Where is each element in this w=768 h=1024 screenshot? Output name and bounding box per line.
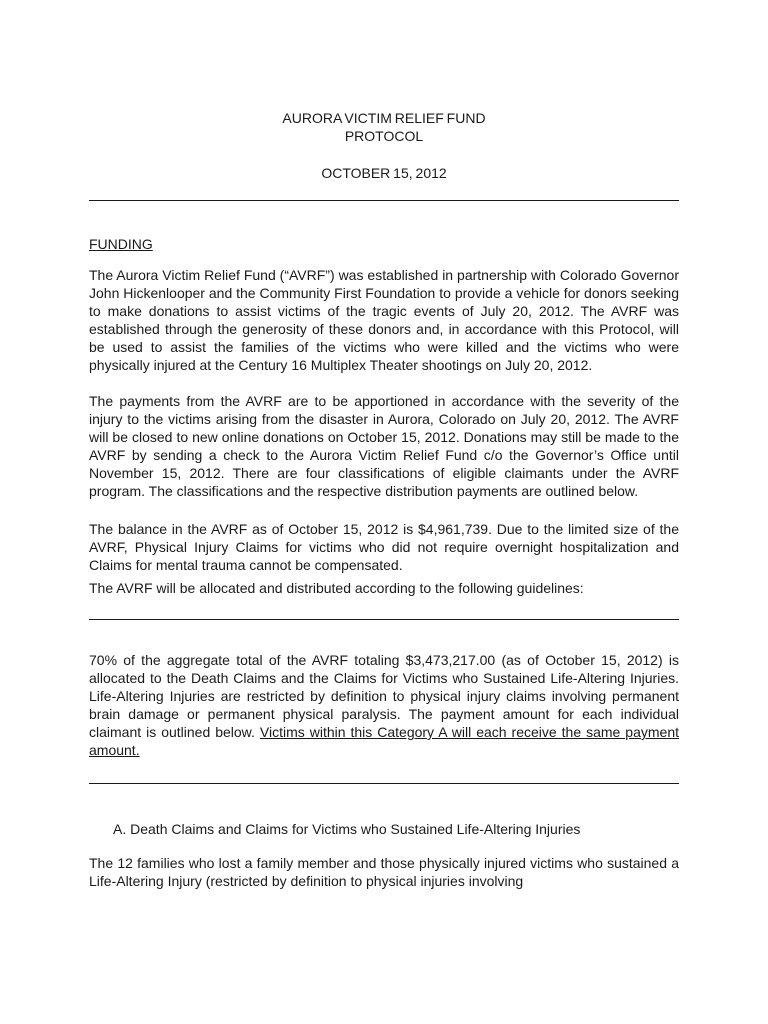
- funding-heading: FUNDING: [89, 236, 153, 252]
- funding-paragraph-2: The payments from the AVRF are to be apportioned in accordance with the severity of the injury to the victims arising from the disaster in Aurora, Colorado on July 20, 2012. The AVRF will be closed to new online donations on October 15, 2012. Donations may still be made to the AVRF by sending a check to the Aurora Victim Relief Fund c/o the Governor’s Office until November 15, 2012. There are four classifications of eligible claimants under the AVRF program. The classifications and the respective distribution payments are outlined below.: [89, 393, 679, 499]
- funding-paragraph-1: The Aurora Victim Relief Fund (“AVRF”) was established in partnership with Colorado Governor John Hickenlooper and the Community First Foundation to provide a vehicle for donors seeking to make donations to assist victims of the tragic events of July 20, 2012. The AVRF was established through the generosity of these donors and, in accordance with this Protocol, will be used to assist the families of the victims who were killed and the victims who were physically injured at the Century 16 Multiplex Theater shootings on July 20, 2012.: [89, 267, 679, 373]
- allocation-underlined-text: Victims within this Category A will each receive the same payment amount.: [89, 724, 679, 758]
- allocation-text: 70% of the aggregate total of the AVRF totaling $3,473,217.00 (as of October 15, 2012) is allocated to the Death Claims and the Claims for Victims who Sustained Life-Altering Injuries. Life-Altering Injuries are restricted by definition to physical injury claims involving permanent brain damage or permanent physical paralysis. The payment amount for each individual claimant is outlined below.: [89, 652, 679, 740]
- document-title: AURORA VICTIM RELIEF FUND: [282, 110, 486, 126]
- allocation-paragraph: [89, 651, 679, 759]
- funding-paragraph-3: The balance in the AVRF as of October 15, 2012 is $4,961,739. Due to the limited size of the AVRF, Physical Injury Claims for victims who did not require overnight hospitalization and Claims for mental trauma cannot be compensated.: [89, 521, 679, 573]
- section-a-heading: A. Death Claims and Claims for Victims who Sustained Life-Altering Injuries: [113, 821, 581, 837]
- horizontal-rule: [89, 200, 679, 201]
- document-subtitle: PROTOCOL: [344, 128, 424, 144]
- horizontal-rule: [89, 619, 679, 620]
- document-date: OCTOBER 15, 2012: [321, 165, 447, 181]
- horizontal-rule: [89, 783, 679, 784]
- funding-paragraph-4: The AVRF will be allocated and distributed according to the following guidelines:: [89, 580, 584, 596]
- section-a-paragraph: The 12 families who lost a family member and those physically injured victims who sustained a Life-Altering Injury (restricted by definition to physical injuries involving: [89, 855, 679, 889]
